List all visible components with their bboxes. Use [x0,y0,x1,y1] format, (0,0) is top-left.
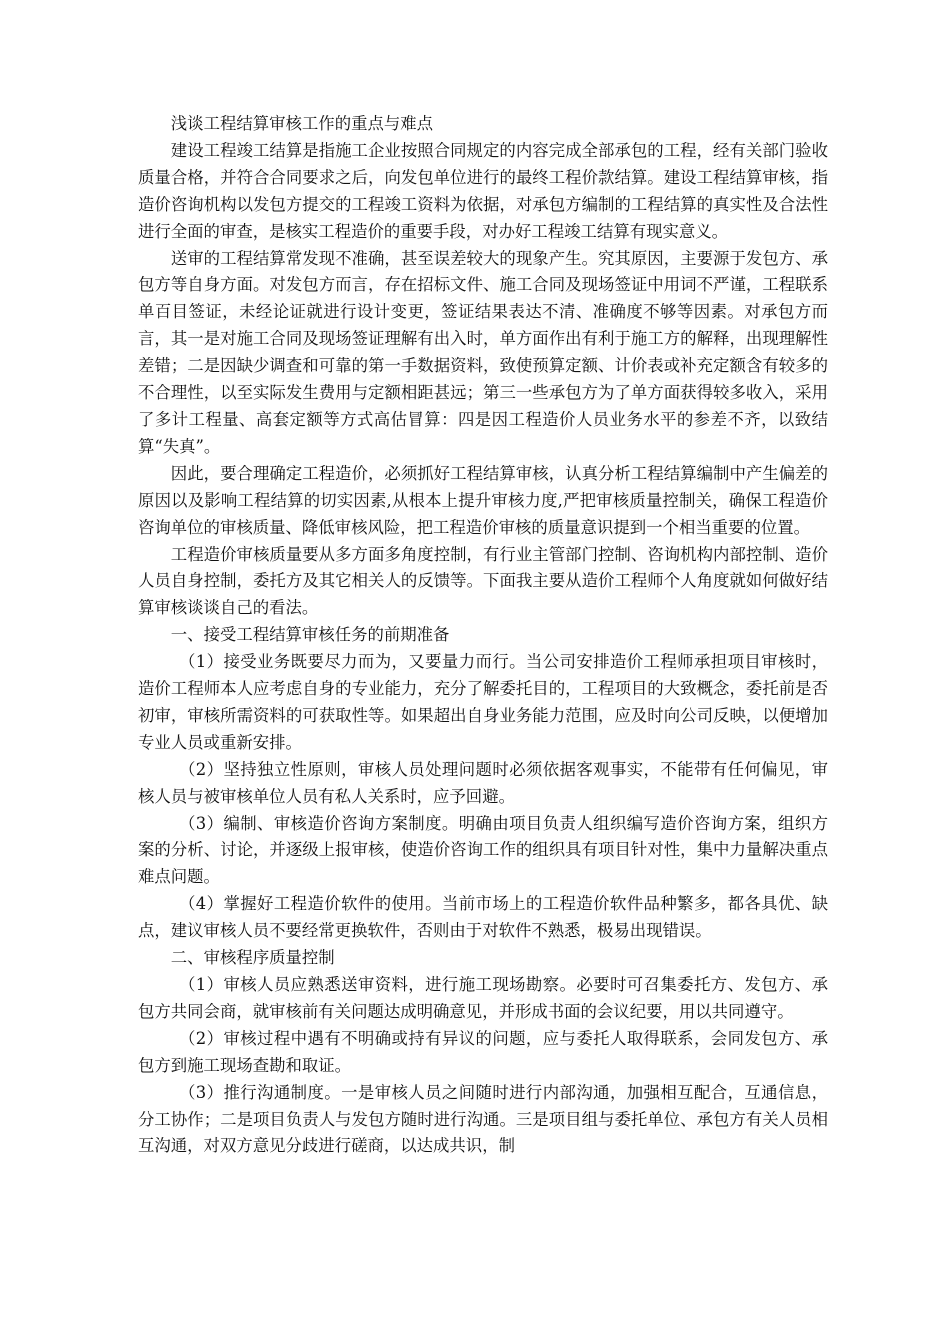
section-item: （4）掌握好工程造价软件的使用。当前市场上的工程造价软件品种繁多，都各具优、缺点，建议审核人员不要经常更换软件，否则由于对软件不熟悉，极易出现错误。 [138,894,828,941]
body-paragraph: 送审的工程结算常发现不准确，甚至误差较大的现象产生。究其原因，主要源于发包方、承包方等自身方面。对发包方而言，存在招标文件、施工合同及现场签证中用词不严谨，工程联系单百目签证，未经论证就进行设计变更，签证结果表达不清、准确度不够等因素。对承包方而言，其一是对施工合同及现场签证理解有出入时，单方面作出有利于施工方的解释，出现理解性差错；二是因缺少调查和可靠的第一手数据资料，致使预算定额、计价表或补充定额含有较多的不合理性，以至实际发生费用与定额相距甚远；第三一些承包方为了单方面获得较多收入，采用了多计工程量、高套定额等方式高估冒算：四是因工程造价人员业务水平的参差不齐，以致结算“失真”。 [138,248,828,456]
body-paragraph: 建设工程竣工结算是指施工企业按照合同规定的内容完成全部承包的工程，经有关部门验收质量合格，并符合合同要求之后，向发包单位进行的最终工程价款结算。建设工程结算审核，指造价咨询机构以发包方提交的工程竣工资料为依据，对承包方编制的工程结算的真实性及合法性进行全面的审查，是核实工程造价的重要手段，对办好工程竣工结算有现实意义。 [138,140,828,241]
section-item: （1）审核人员应熟悉送审资料，进行施工现场勘察。必要时可召集委托方、发包方、承包方共同会商，就审核前有关问题达成明确意见，并形成书面的会议纪要，用以共同遵守。 [138,975,828,1021]
section-item: （3）编制、审核造价咨询方案制度。明确由项目负责人组织编写造价咨询方案，组织方案的分析、讨论，并逐级上报审核，使造价咨询工作的组织具有项目针对性，集中力量解决重点难点问题。 [138,813,828,887]
document-body [138,111,828,1160]
section-item: （2）审核过程中遇有不明确或持有异议的问题，应与委托人取得联系，会同发包方、承包方到施工现场查勘和取证。 [138,1028,828,1075]
body-paragraph: 因此，要合理确定工程造价，必须抓好工程结算审核，认真分析工程结算编制中产生偏差的原因以及影响工程结算的切实因素,从根本上提升审核力度,严把审核质量控制关，确保工程造价咨询单位的审核质量、降低审核风险，把工程造价审核的质量意识提到一个相当重要的位置。 [138,463,828,537]
section-item: （1）接受业务既要尽力而为，又要量力而行。当公司安排造价工程师承担项目审核时，造价工程师本人应考虑自身的专业能力，充分了解委托目的，工程项目的大致概念，委托前是否初审，审核所需资料的可获取性等。如果超出自身业务能力范围，应及时向公司反映，以便增加专业人员或重新安排。 [138,652,828,752]
section-heading: 二、审核程序质量控制 [170,948,335,968]
section-item: （3）推行沟通制度。一是审核人员之间随时进行内部沟通，加强相互配合，互通信息，分工协作；二是项目负责人与发包方随时进行沟通。三是项目组与委托单位、承包方有关人员相互沟通，对双方意见分歧进行磋商，以达成共识，制 [138,1082,828,1156]
body-paragraph: 工程造价审核质量要从多方面多角度控制，有行业主管部门控制、咨询机构内部控制、造价人员自身控制，委托方及其它相关人的反馈等。下面我主要从造价工程师个人角度就如何做好结算审核谈谈自己的看法。 [138,544,828,618]
section-item: （2）坚持独立性原则，审核人员处理问题时必须依据客观事实，不能带有任何偏见，审核人员与被审核单位人员有私人关系时，应予回避。 [138,759,828,806]
document-title: 浅谈工程结算审核工作的重点与难点 [170,114,434,133]
section-heading: 一、接受工程结算审核任务的前期准备 [170,625,450,645]
